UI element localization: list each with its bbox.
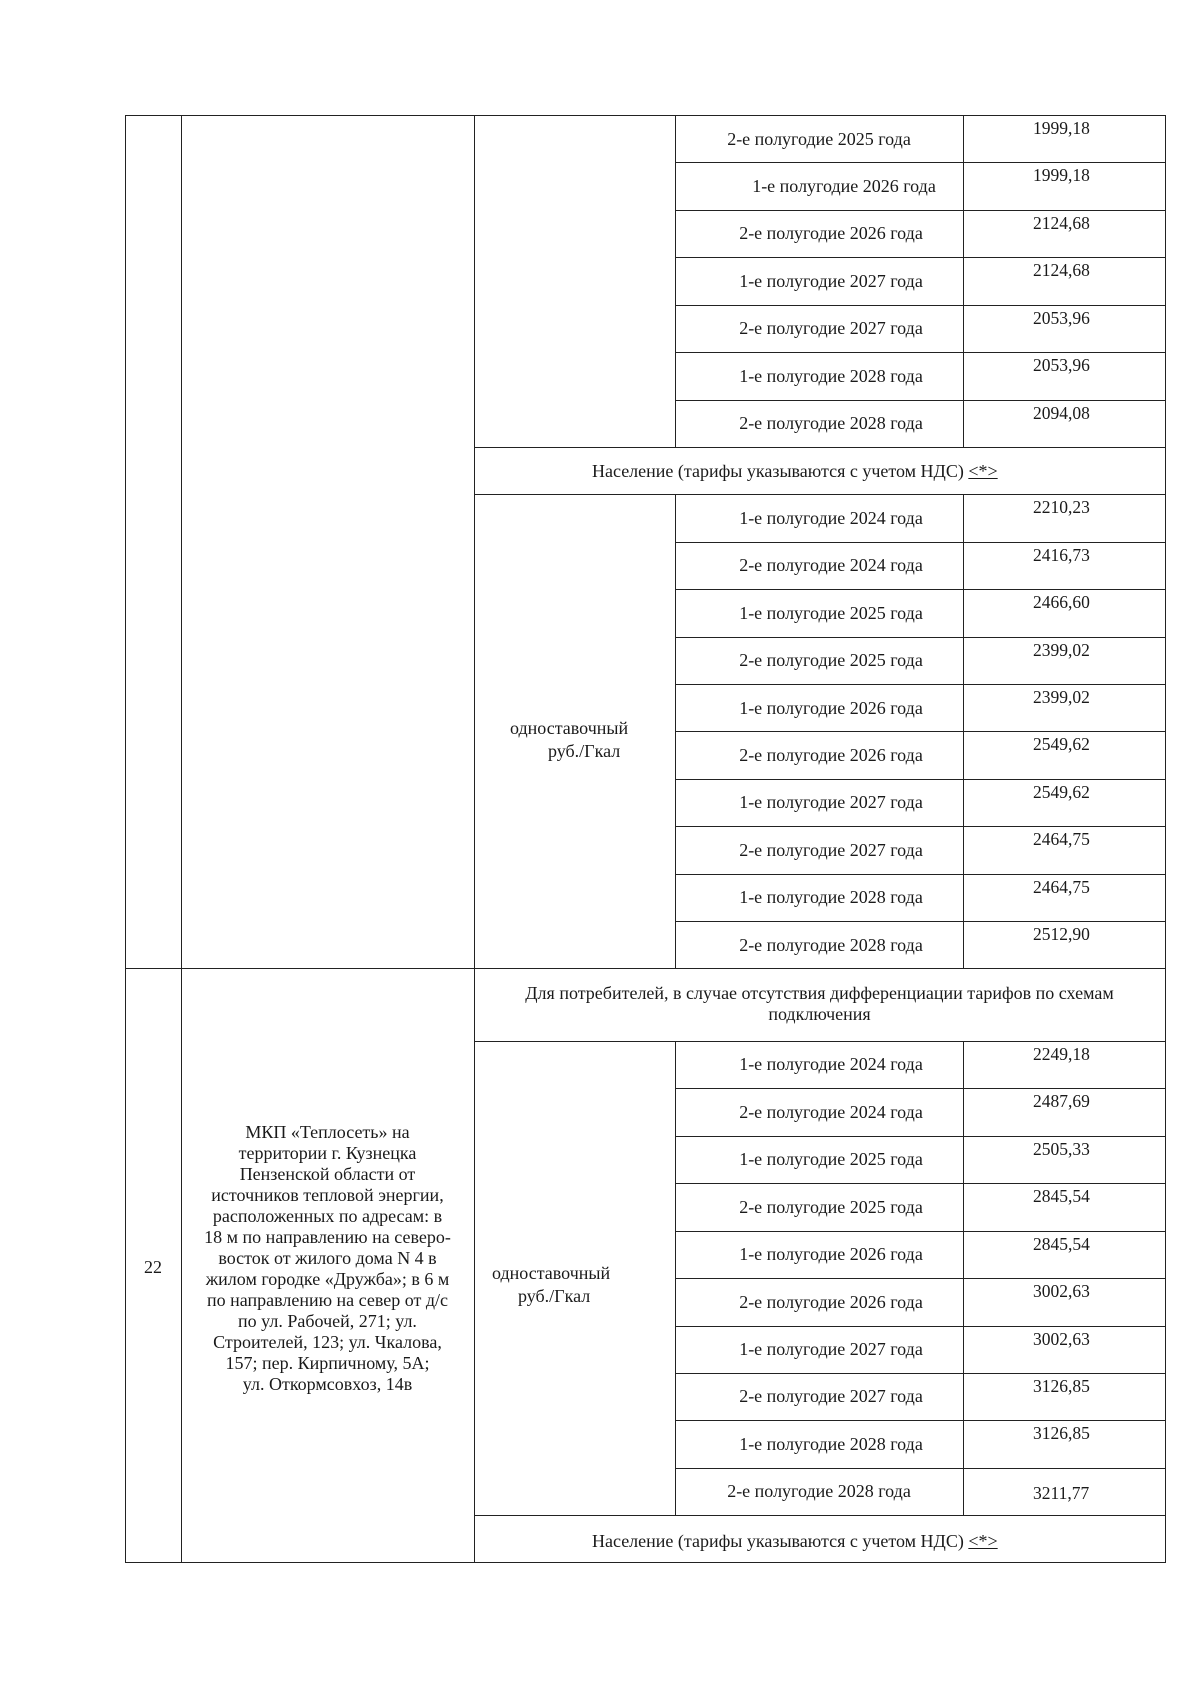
row-divider xyxy=(675,589,1165,590)
period-cell: 1-е полугодие 2026 года xyxy=(752,176,936,196)
row-divider xyxy=(675,874,1165,875)
population-header-text: Население (тарифы указываются с учетом НДС) xyxy=(592,1531,969,1551)
tariff-value: 3126,85 xyxy=(1033,1376,1090,1396)
row-divider xyxy=(675,400,1165,401)
tariff-value: 2505,33 xyxy=(1033,1139,1090,1159)
period-cell: 2-е полугодие 2027 года xyxy=(739,318,923,338)
row-divider xyxy=(675,1183,1165,1184)
row-number: 22 xyxy=(144,1257,162,1277)
row-divider xyxy=(675,1278,1165,1279)
population-header xyxy=(592,1530,998,1552)
tariff-value: 2399,02 xyxy=(1033,640,1090,660)
tariff-value: 2512,90 xyxy=(1033,924,1090,944)
tariff-value: 2124,68 xyxy=(1033,260,1090,280)
period-cell: 2-е полугодие 2024 года xyxy=(739,555,923,575)
organization-line: территории г. Кузнецка xyxy=(238,1143,417,1163)
period-cell: 2-е полугодие 2028 года xyxy=(727,1481,911,1501)
organization-line: источников тепловой энергии, xyxy=(211,1185,444,1205)
organization-line: по ул. Рабочей, 271; ул. xyxy=(238,1311,417,1331)
tariff-value: 2549,62 xyxy=(1033,782,1090,802)
table-border-right xyxy=(1165,115,1166,1563)
organization-line: Строителей, 123; ул. Чкалова, xyxy=(213,1332,442,1352)
period-cell: 1-е полугодие 2026 года xyxy=(739,698,923,718)
tariff-value: 1999,18 xyxy=(1033,165,1090,185)
section-divider xyxy=(474,494,1165,495)
period-cell: 2-е полугодие 2024 года xyxy=(739,1102,923,1122)
col-divider-organization xyxy=(474,115,475,1563)
organization-line: жилом городке «Дружба»; в 6 м xyxy=(205,1269,450,1289)
organization-line: 157; пер. Кирпичному, 5А; xyxy=(225,1353,430,1373)
period-cell: 1-е полугодие 2028 года xyxy=(739,366,923,386)
row-divider xyxy=(675,1088,1165,1089)
period-cell: 2-е полугодие 2027 года xyxy=(739,840,923,860)
row-divider xyxy=(675,305,1165,306)
tariff-value: 2464,75 xyxy=(1033,829,1090,849)
population-header-text: Население (тарифы указываются с учетом НДС) xyxy=(592,461,969,481)
period-cell: 2-е полугодие 2028 года xyxy=(739,935,923,955)
row-divider xyxy=(675,352,1165,353)
period-cell: 1-е полугодие 2024 года xyxy=(739,1054,923,1074)
tariff-value: 2053,96 xyxy=(1033,308,1090,328)
period-cell: 2-е полугодие 2025 года xyxy=(739,650,923,670)
organization-line: восток от жилого дома N 4 в xyxy=(218,1248,437,1268)
organization-line: расположенных по адресам: в xyxy=(212,1206,443,1226)
tariff-type: одноставочный xyxy=(492,1263,611,1283)
period-cell: 2-е полугодие 2027 года xyxy=(739,1386,923,1406)
period-cell: 1-е полугодие 2027 года xyxy=(739,792,923,812)
tariff-value: 2845,54 xyxy=(1033,1234,1090,1254)
tariff-type: одноставочный xyxy=(510,718,629,738)
organization-line: МКП «Теплосеть» на xyxy=(245,1122,410,1142)
footnote-link[interactable]: <*> xyxy=(968,1531,998,1551)
row-divider xyxy=(675,684,1165,685)
tariff-value: 1999,18 xyxy=(1033,118,1090,138)
period-cell: 1-е полугодие 2025 года xyxy=(739,1149,923,1169)
row-divider xyxy=(675,210,1165,211)
row-divider xyxy=(675,1231,1165,1232)
tariff-value: 3126,85 xyxy=(1033,1423,1090,1443)
tariff-unit: руб./Гкал xyxy=(518,1286,591,1306)
organization-line: 18 м по направлению на северо- xyxy=(204,1227,451,1247)
tariff-value: 2094,08 xyxy=(1033,403,1090,423)
row-divider xyxy=(675,921,1165,922)
period-cell: 1-е полугодие 2028 года xyxy=(739,1434,923,1454)
row-divider xyxy=(675,779,1165,780)
table-border-left xyxy=(125,115,126,1563)
tariff-value: 2210,23 xyxy=(1033,497,1090,517)
period-cell: 2-е полугодие 2025 года xyxy=(727,129,911,149)
period-cell: 2-е полугодие 2026 года xyxy=(739,223,923,243)
tariff-unit: руб./Гкал xyxy=(548,741,621,761)
tariff-value: 2249,18 xyxy=(1033,1044,1090,1064)
tariff-value: 3002,63 xyxy=(1033,1329,1090,1349)
period-cell: 1-е полугодие 2026 года xyxy=(739,1244,923,1264)
row-divider xyxy=(675,1136,1165,1137)
row-divider xyxy=(675,542,1165,543)
row-divider xyxy=(675,1373,1165,1374)
period-cell: 1-е полугодие 2028 года xyxy=(739,887,923,907)
row-divider xyxy=(675,1326,1165,1327)
row-divider xyxy=(675,731,1165,732)
row-divider xyxy=(675,1468,1165,1469)
tariff-value: 2416,73 xyxy=(1033,545,1090,565)
tariff-value: 2124,68 xyxy=(1033,213,1090,233)
tariff-value: 2549,62 xyxy=(1033,734,1090,754)
period-cell: 1-е полугодие 2025 года xyxy=(739,603,923,623)
population-header xyxy=(592,460,998,482)
period-cell: 2-е полугодие 2025 года xyxy=(739,1197,923,1217)
row-divider xyxy=(675,257,1165,258)
tariff-value: 2845,54 xyxy=(1033,1186,1090,1206)
section-divider xyxy=(474,1515,1165,1516)
row-divider xyxy=(675,1420,1165,1421)
section-divider xyxy=(474,1041,1165,1042)
period-cell: 1-е полугодие 2024 года xyxy=(739,508,923,528)
tariff-value: 2464,75 xyxy=(1033,877,1090,897)
tariff-value: 3002,63 xyxy=(1033,1281,1090,1301)
tariff-value: 2466,60 xyxy=(1033,592,1090,612)
row-divider xyxy=(675,162,1165,163)
period-cell: 1-е полугодие 2027 года xyxy=(739,271,923,291)
period-cell: 2-е полугодие 2028 года xyxy=(739,413,923,433)
footnote-link[interactable]: <*> xyxy=(968,461,998,481)
section-divider xyxy=(474,447,1165,448)
row-divider xyxy=(675,826,1165,827)
consumers-header-line: подключения xyxy=(768,1004,871,1024)
period-cell: 2-е полугодие 2026 года xyxy=(739,1292,923,1312)
tariff-value: 2399,02 xyxy=(1033,687,1090,707)
tariff-value: 3211,77 xyxy=(1033,1483,1090,1503)
col-divider-type xyxy=(675,115,676,448)
consumers-header-line: Для потребителей, в случае отсутствия дифференциации тарифов по схемам xyxy=(525,983,1114,1003)
table-border-top xyxy=(125,115,1166,116)
organization-line: по направлению на север от д/с xyxy=(206,1290,449,1310)
period-cell: 2-е полугодие 2026 года xyxy=(739,745,923,765)
period-cell: 1-е полугодие 2027 года xyxy=(739,1339,923,1359)
organization-line: Пензенской области от xyxy=(239,1164,416,1184)
block-divider xyxy=(125,968,1166,969)
table-border-bottom xyxy=(125,1562,1166,1563)
organization-line: ул. Откормсовхоз, 14в xyxy=(242,1374,413,1394)
tariff-value: 2053,96 xyxy=(1033,355,1090,375)
tariff-value: 2487,69 xyxy=(1033,1091,1090,1111)
row-divider xyxy=(675,637,1165,638)
